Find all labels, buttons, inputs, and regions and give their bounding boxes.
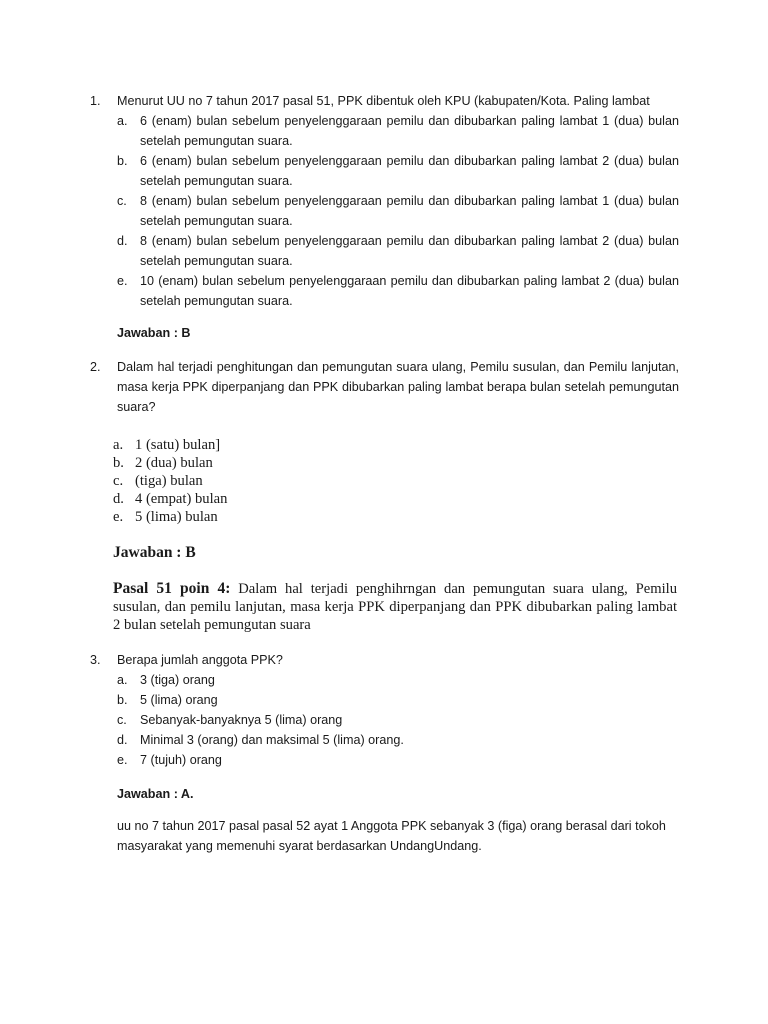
option-letter: d. — [113, 491, 124, 507]
option-text: 1 (satu) bulan] — [135, 437, 221, 453]
explanation-text: Dalam hal terjadi penghihrngan dan pemungutan suara ulang, Pemilu susulan, dan pemilu lanjutan, masa kerja PPK diperpanjang dan PPK dibubarkan paling lambat 2 bulan setelah pemungutan suara — [113, 581, 678, 633]
explanation-label: Pasal 51 poin 4: — [113, 580, 231, 597]
option-letter: a. — [113, 437, 124, 453]
option-letter: a. — [117, 114, 128, 128]
option-letter: b. — [117, 154, 128, 168]
question-number: 3. — [90, 653, 101, 667]
option-text: 3 (tiga) orang — [140, 673, 215, 687]
question-text: Berapa jumlah anggota PPK? — [117, 653, 283, 667]
option-letter: d. — [117, 733, 128, 747]
option-letter: b. — [113, 455, 124, 471]
option-text: 5 (lima) bulan — [135, 509, 218, 525]
option-letter: e. — [113, 509, 124, 525]
option-text: Minimal 3 (orang) dan maksimal 5 (lima) orang. — [140, 733, 404, 747]
option-letter: c. — [113, 473, 124, 489]
option-text: 8 (enam) bulan sebelum penyelenggaraan pemilu dan dibubarkan paling lambat 1 (dua) bulan setelah pemungutan suara. — [140, 194, 679, 228]
option-text: 7 (tujuh) orang — [140, 753, 222, 767]
option-text: 2 (dua) bulan — [135, 455, 213, 471]
option-text: 6 (enam) bulan sebelum penyelenggaraan pemilu dan dibubarkan paling lambat 1 (dua) bulan setelah pemungutan suara. — [140, 114, 679, 148]
option-text: (tiga) bulan — [135, 473, 203, 489]
option-text: Sebanyak-banyaknya 5 (lima) orang — [140, 713, 343, 727]
answer-label: Jawaban : B — [117, 326, 191, 340]
option-text: 10 (enam) bulan sebelum penyelenggaraan pemilu dan dibubarkan paling lambat 2 (dua) bulan setelah pemungutan suara. — [140, 274, 679, 308]
explanation-paragraph — [113, 580, 677, 634]
option-letter: d. — [117, 234, 128, 248]
option-letter: b. — [117, 693, 128, 707]
question-number: 1. — [90, 94, 101, 108]
answer-label: Jawaban : A. — [117, 787, 194, 801]
option-letter: e. — [117, 274, 128, 288]
answer-label: Jawaban : B — [113, 544, 196, 561]
option-text: 8 (enam) bulan sebelum penyelenggaraan pemilu dan dibubarkan paling lambat 2 (dua) bulan setelah pemungutan suara. — [140, 234, 679, 268]
question-text: Menurut UU no 7 tahun 2017 pasal 51, PPK dibentuk oleh KPU (kabupaten/Kota. Paling lambat — [117, 94, 650, 108]
option-text: 6 (enam) bulan sebelum penyelenggaraan pemilu dan dibubarkan paling lambat 2 (dua) bulan setelah pemungutan suara. — [140, 154, 679, 188]
option-letter: a. — [117, 673, 128, 687]
question-text: Dalam hal terjadi penghitungan dan pemungutan suara ulang, Pemilu susulan, dan Pemilu lanjutan, masa kerja PPK diperpanjang dan PPK dibubarkan paling lambat berapa bulan setelah pemungutan suara? — [117, 360, 679, 414]
option-letter: e. — [117, 753, 128, 767]
option-letter: c. — [117, 194, 127, 208]
option-text: 4 (empat) bulan — [135, 491, 228, 507]
option-text: 5 (lima) orang — [140, 693, 218, 707]
option-letter: c. — [117, 713, 127, 727]
question-number: 2. — [90, 360, 101, 374]
explanation-text: uu no 7 tahun 2017 pasal pasal 52 ayat 1 Anggota PPK sebanyak 3 (figa) orang berasal dari tokoh masyarakat yang memenuhi syarat berdasarkan UndangUndang. — [117, 819, 666, 853]
